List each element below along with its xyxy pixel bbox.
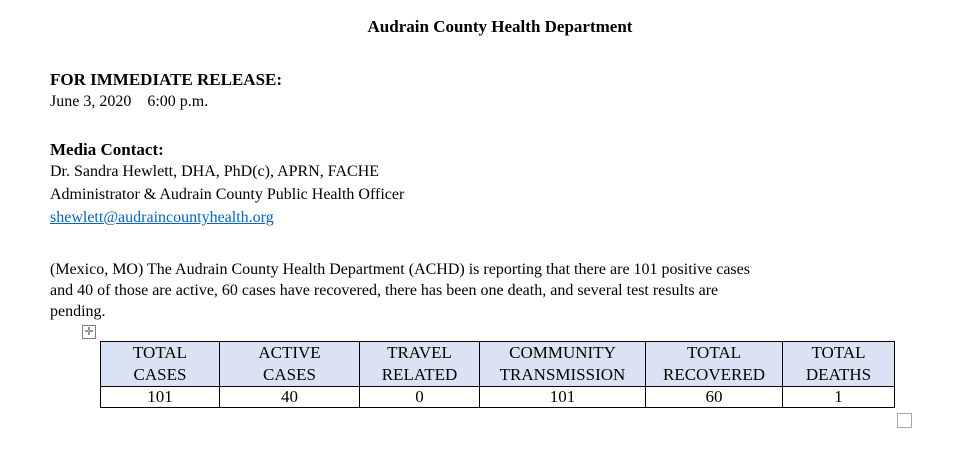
header-line: TRAVEL xyxy=(387,343,452,362)
contact-role: Administrator & Audrain County Public Health Officer xyxy=(50,186,405,203)
header-line: TOTAL xyxy=(132,343,188,362)
header-line: RELATED xyxy=(381,365,458,384)
table-move-icon[interactable]: ✛ xyxy=(82,325,96,339)
body-line: pending. xyxy=(50,303,106,320)
header-active-cases xyxy=(220,342,360,387)
header-line: DEATHS xyxy=(805,365,872,384)
header-line: RECOVERED xyxy=(663,365,765,384)
value-travel-related[interactable]: 0 xyxy=(360,387,480,408)
table-resize-icon[interactable] xyxy=(897,413,912,428)
header-community-transmission xyxy=(480,342,646,387)
header-total-recovered xyxy=(646,342,783,387)
body-line: (Mexico, MO) The Audrain County Health Department (ACHD) is reporting that there are 101 positive cases xyxy=(50,261,750,278)
value-total-cases[interactable]: 101 xyxy=(101,387,220,408)
header-travel-related xyxy=(360,342,480,387)
table-header-row xyxy=(101,342,895,387)
value-total-recovered[interactable]: 60 xyxy=(646,387,783,408)
header-line: CASES xyxy=(263,365,316,384)
table-row xyxy=(101,387,895,408)
value-community-transmission[interactable]: 101 xyxy=(480,387,646,408)
contact-name: Dr. Sandra Hewlett, DHA, PhD(c), APRN, FACHE xyxy=(50,163,380,180)
header-line: TOTAL xyxy=(686,343,742,362)
body-paragraph xyxy=(50,259,940,322)
header-total-deaths xyxy=(783,342,895,387)
release-date: June 3, 2020 6:00 p.m. xyxy=(50,93,209,110)
contact-email-link[interactable]: shewlett@audraincountyhealth.org xyxy=(50,209,274,226)
header-line: TOTAL xyxy=(811,343,866,362)
header-line: CASES xyxy=(133,365,187,384)
document-title: Audrain County Health Department xyxy=(367,17,633,36)
value-total-deaths[interactable]: 1 xyxy=(783,387,895,408)
release-heading: FOR IMMEDIATE RELEASE: xyxy=(50,70,283,89)
value-active-cases[interactable]: 40 xyxy=(220,387,360,408)
header-line: COMMUNITY xyxy=(509,343,616,362)
header-line: ACTIVE xyxy=(258,343,321,362)
header-line: TRANSMISSION xyxy=(499,365,626,384)
contact-heading: Media Contact: xyxy=(50,140,164,159)
case-stats-table xyxy=(100,341,895,408)
header-total-cases xyxy=(101,342,220,387)
body-line: and 40 of those are active, 60 cases have recovered, there has been one death, and several test results are xyxy=(50,282,719,299)
